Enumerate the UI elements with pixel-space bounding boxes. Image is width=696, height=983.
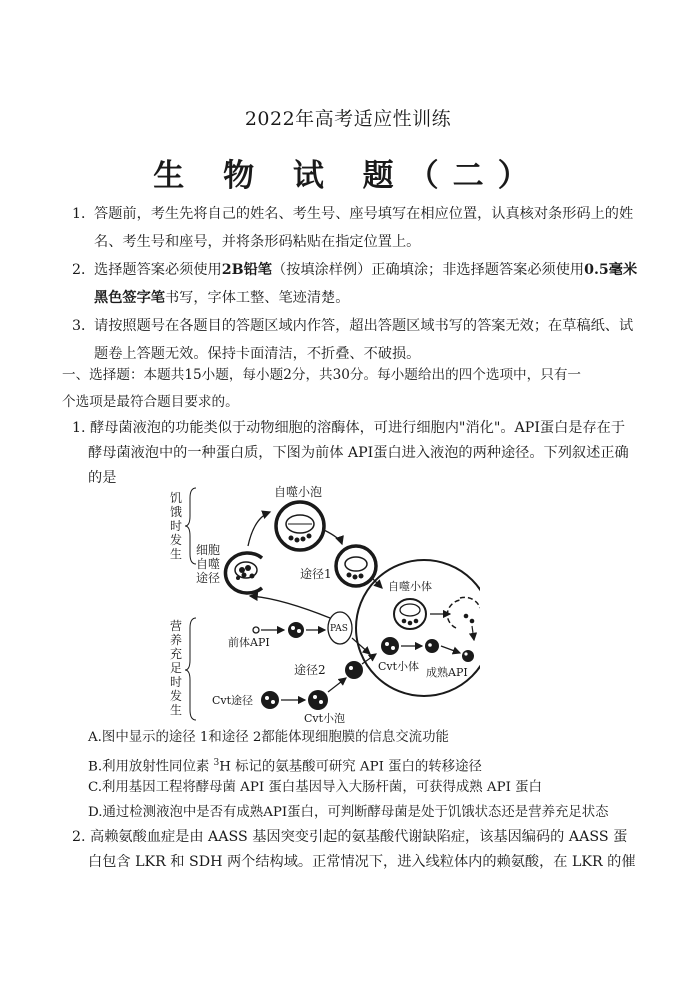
label-char: 营 <box>170 619 183 633</box>
label-char: 足 <box>170 661 183 675</box>
label-char: 发 <box>170 533 183 547</box>
label-char: 饿 <box>170 505 183 519</box>
forming-autophagosome-icon <box>225 553 262 593</box>
autophagosome-label: 自噬小泡 <box>274 485 323 499</box>
mature-api-icon <box>462 650 474 662</box>
label-line: 途径 <box>196 571 221 585</box>
text-run: 书写，字体工整、笔迹清楚。 <box>164 290 350 306</box>
cvt-vesicle-icon <box>308 690 328 710</box>
instruction-text: 名、考生号和座号，并将条形码粘贴在指定位置上。 <box>94 234 421 250</box>
option-c: C.利用基因工程将酵母菌 API 蛋白基因导入大肠杆菌，可获得成熟 API 蛋白 <box>88 780 542 795</box>
label-char: 生 <box>170 547 183 561</box>
label-char: 饥 <box>170 491 183 505</box>
option-text: B.利用放射性同位素 <box>88 759 214 775</box>
autophagic-body-icon <box>394 599 426 629</box>
instruction-text <box>94 289 349 307</box>
label-line: 细胞 <box>196 543 221 557</box>
question-1-text: 的是 <box>88 470 117 486</box>
cvt-body-2-icon <box>425 639 439 653</box>
path1-label: 途径1 <box>300 567 332 581</box>
path2-label: 途径2 <box>294 663 326 677</box>
instruction-text: 请按照题号在各题目的答题区域内作答，超出答题区域书写的答案无效；在草稿纸、试 <box>94 318 634 334</box>
option-text: H 标记的氨基酸可研究 API 蛋白的转移途径 <box>219 759 482 775</box>
section-heading: 个选项是最符合题目要求的。 <box>62 394 239 410</box>
instruction-text: 题卷上答题无效。保持卡面清洁，不折叠、不破损。 <box>94 346 421 362</box>
question-1-text: 酵母菌液泡中的一种蛋白质，下图为前体 API蛋白进入液泡的两种途径。下列叙述正确 <box>88 445 629 461</box>
cvt-body-label: Cvt小体 <box>378 660 420 673</box>
subject-title: 生 物 试 题（二） <box>153 158 543 194</box>
label-char: 养 <box>170 633 183 647</box>
degrading-body-icon <box>447 597 480 628</box>
section-heading: 一、选择题：本题共15小题，每小题2分，共30分。每小题给出的四个选项中，只有一 <box>62 367 582 383</box>
bold-term: 2B铅笔 <box>221 262 272 278</box>
cvt-pathway-icon <box>261 691 279 709</box>
question-2-text: 2. 高赖氨酸血症是由 AASS 基因突变引起的氨基酸代谢缺陷症，该基因编码的 AASS 蛋 <box>72 829 628 845</box>
fusing-vesicle-icon <box>336 546 376 586</box>
pre-api-icon <box>253 627 259 633</box>
option-d: D.通过检测液泡中是否有成熟API蛋白，可判断酵母菌是处于饥饿状态还是营养充足状态 <box>88 805 609 820</box>
bold-term: 黑色签字笔 <box>94 290 165 306</box>
bold-term: 0.5毫米 <box>584 262 638 278</box>
nutrient-brace <box>185 618 196 720</box>
instruction-text <box>94 261 637 279</box>
text-run: 选择题答案必须使用 <box>94 262 222 278</box>
cvt-vesicle-label: Cvt小泡 <box>304 712 346 724</box>
starvation-brace <box>185 488 196 564</box>
pas-label: PAS <box>330 624 348 634</box>
mature-api-label: 成熟API <box>426 666 468 679</box>
autophagy-path-label <box>196 543 220 585</box>
instruction-number: 1． <box>72 206 96 222</box>
api-cluster-icon <box>288 622 304 638</box>
instruction-text: 答题前，考生先将自己的姓名、考生号、座号填写在相应位置，认真核对条形码上的姓 <box>94 206 634 222</box>
option-a: A.图中显示的途径 1和途径 2都能体现细胞膜的信息交流功能 <box>88 730 449 745</box>
label-char: 发 <box>170 689 183 703</box>
pre-api-label: 前体API <box>228 636 270 649</box>
label-char: 生 <box>170 703 183 717</box>
superscript: 3 <box>213 758 220 768</box>
fusing-cvt-icon <box>345 661 363 679</box>
starvation-label <box>170 490 182 561</box>
label-line: 自噬 <box>196 557 221 571</box>
text-run: （按填涂样例）正确填涂；非选择题答案必须使用 <box>271 262 585 278</box>
option-b <box>88 754 482 776</box>
label-char: 时 <box>170 675 183 689</box>
label-char: 充 <box>170 647 183 661</box>
instruction-number: 2． <box>72 262 96 278</box>
question-2-text: 白包含 LKR 和 SDH 两个结构域。正常情况下，进入线粒体内的赖氨酸，在 LKR 的催 <box>88 854 636 870</box>
autophagosome-icon <box>276 502 324 550</box>
question-1-text: 1. 酵母菌液泡的功能类似于动物细胞的溶酶体，可进行细胞内"消化"。API蛋白是存在于 <box>72 420 626 436</box>
autophagic-body-label: 自噬小体 <box>388 580 432 593</box>
instruction-number: 3． <box>72 318 96 334</box>
api-pathway-diagram <box>160 478 480 724</box>
label-char: 时 <box>170 519 183 533</box>
nutrient-label <box>170 618 182 717</box>
cvt-body-icon <box>381 637 399 655</box>
exam-title: 2022年高考适应性训练 <box>244 108 452 130</box>
cvt-path-label: Cvt途径 <box>212 694 254 707</box>
